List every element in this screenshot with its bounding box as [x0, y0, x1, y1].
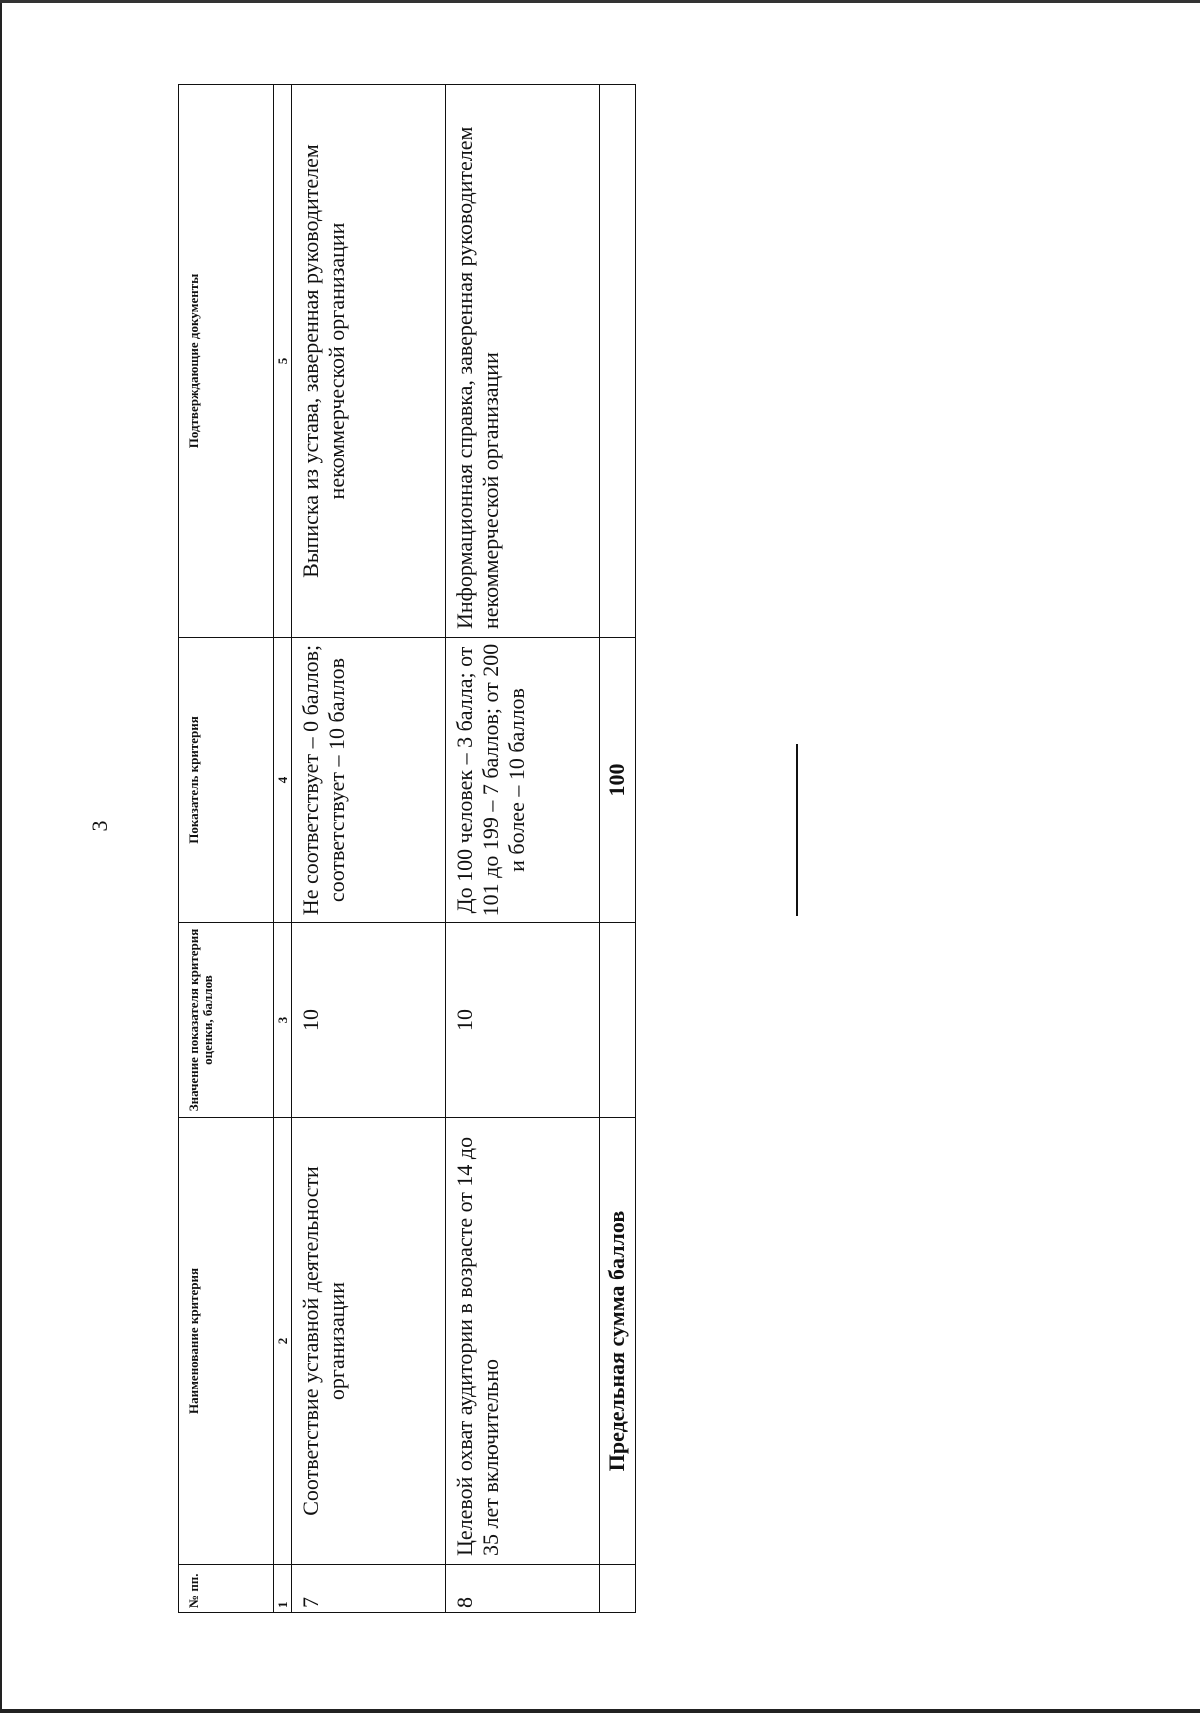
criterion-value: 10: [445, 923, 599, 1118]
header-number: № пп.: [179, 1565, 274, 1613]
page-number: 3: [87, 820, 112, 832]
header-supporting-documents: Подтверждающие документы: [179, 85, 274, 638]
scan-edge-bottom: [0, 1709, 1200, 1713]
row-number: 8: [445, 1565, 599, 1613]
criteria-table: [178, 84, 636, 1613]
total-value: 100: [599, 638, 635, 923]
row-number: 7: [291, 1565, 445, 1613]
column-number-row: [274, 85, 291, 1613]
supporting-documents: Выписка из устава, заверенная руководителем некоммерческой организации: [291, 85, 445, 638]
total-empty-cell: [599, 923, 635, 1118]
column-number: 2: [274, 1118, 291, 1565]
column-number: 3: [274, 923, 291, 1118]
table-header-row: [179, 85, 274, 1613]
criterion-indicator: До 100 человек – 3 балла; от 101 до 199 – 7 баллов; от 200 и более – 10 баллов: [445, 638, 599, 923]
header-criterion-indicator: Показатель критерия: [179, 638, 274, 923]
supporting-documents: Информационная справка, заверенная руководителем некоммерческой организации: [445, 85, 599, 638]
header-criterion-value: Значение показателя критерия оценки, баллов: [179, 923, 274, 1118]
table-row: [445, 85, 599, 1613]
scan-edge-left: [0, 0, 2, 1713]
column-number: 4: [274, 638, 291, 923]
scan-edge-top: [0, 0, 1200, 3]
column-number: 5: [274, 85, 291, 638]
table-row: [291, 85, 445, 1613]
separator-line: [796, 744, 798, 916]
total-label: Предельная сумма баллов: [599, 1118, 635, 1565]
total-empty-cell: [599, 85, 635, 638]
criterion-name: Целевой охват аудитории в возрасте от 14 до 35 лет включительно: [445, 1118, 599, 1565]
rotated-page-content: [178, 85, 636, 1613]
total-row: [599, 85, 635, 1613]
column-number: 1: [274, 1565, 291, 1613]
criterion-indicator: Не соответствует – 0 баллов; соответствует – 10 баллов: [291, 638, 445, 923]
total-empty-cell: [599, 1565, 635, 1613]
header-criterion-name: Наименование критерия: [179, 1118, 274, 1565]
criterion-name: Соответствие уставной деятельности организации: [291, 1118, 445, 1565]
criterion-value: 10: [291, 923, 445, 1118]
